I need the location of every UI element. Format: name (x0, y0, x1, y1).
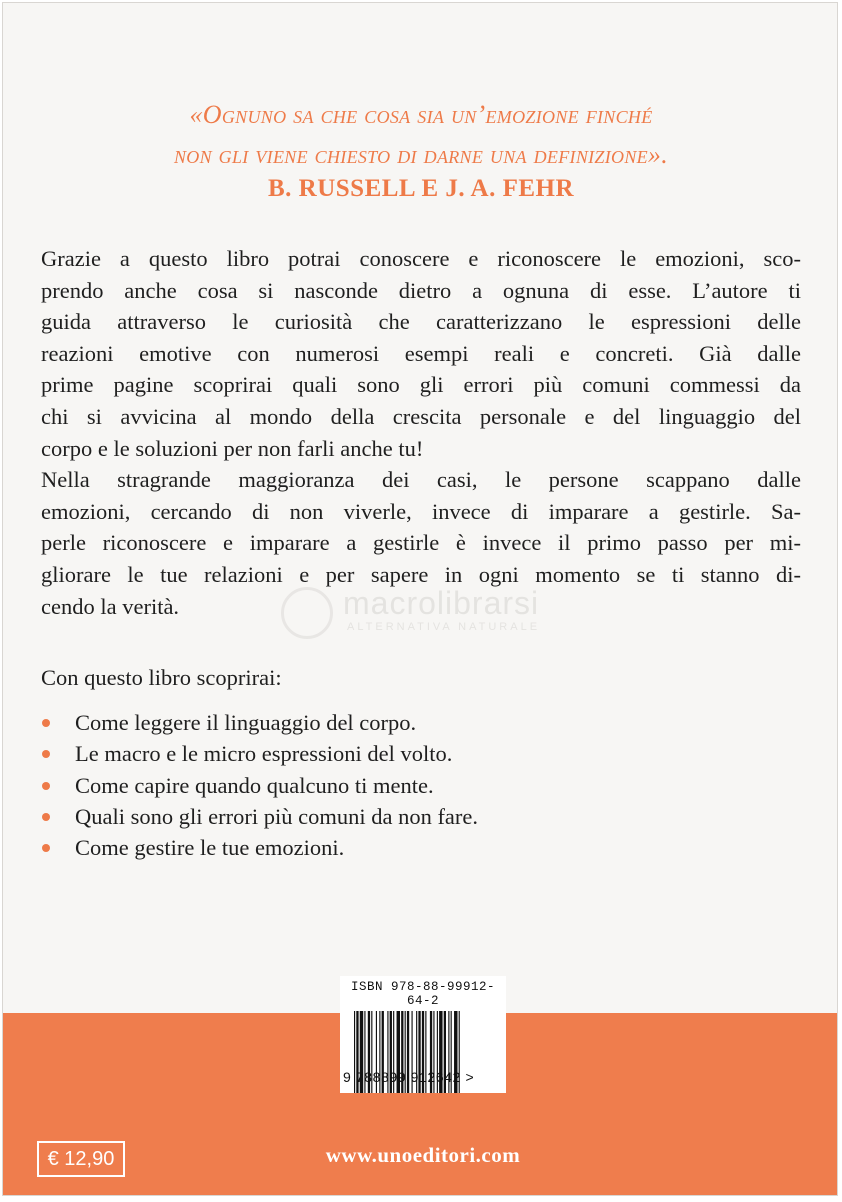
description-line: prendo anche cosa si nasconde dietro a ognuna di esse. L’autore ti (41, 277, 801, 303)
watermark-logo (281, 581, 581, 641)
list-item-text: Quali sono gli errori più comuni da non fare. (75, 803, 479, 829)
bullet-icon (42, 750, 50, 758)
publisher-website: www.unoeditori.com (325, 1143, 521, 1167)
price-tag: € 12,90 (37, 1141, 125, 1177)
feature-list (41, 707, 478, 863)
list-item (41, 770, 478, 801)
list-item-text: Come capire quando qualcuno ti mente. (75, 772, 434, 798)
list-item-text: Le macro e le micro espressioni del volto. (75, 741, 453, 767)
list-item-text: Come gestire le tue emozioni. (75, 835, 345, 861)
bullet-icon (42, 782, 50, 790)
quote-line: «Ognuno sa che cosa sia un’emozione finché (189, 100, 653, 129)
description-line: cendo la verità. (41, 593, 180, 619)
watermark-tagline: ALTERNATIVA NATURALE (347, 621, 541, 633)
bullet-icon (42, 844, 50, 852)
book-description (41, 243, 801, 622)
description-line: perle riconoscere e imparare a gestirle è invece il primo passo per mi- (41, 530, 801, 556)
bullet-icon (42, 813, 50, 821)
quote-line: non gli viene chiesto di darne una definizione». (173, 140, 669, 169)
epigraph-quote (43, 95, 799, 175)
description-line: Grazie a questo libro potrai conoscere e riconoscere le emozioni, sco- (41, 246, 801, 271)
description-line: guida attraverso le curiosità che caratterizzano le espressioni delle (41, 309, 801, 335)
isbn-label: ISBN 978-88-99912-64-2 (350, 980, 496, 1008)
description-line: Nella stragrande maggioranza dei casi, le persone scappano dalle (41, 467, 801, 493)
description-line: prime pagine scoprirai quali sono gli errori più comuni commessi da (41, 372, 801, 398)
watermark-circle-icon (281, 587, 333, 639)
description-line: corpo e le soluzioni per non farli anche tu! (41, 435, 424, 461)
quote-author: B. RUSSELL E J. A. FEHR (267, 175, 575, 202)
list-intro: Con questo libro scoprirai: (41, 665, 282, 690)
watermark-brand: macrolibrarsi (343, 585, 540, 621)
description-line: gliorare le tue relazioni e per sapere in ogni momento se ti stanno di- (41, 561, 801, 587)
list-item (41, 832, 478, 863)
isbn-barcode (340, 976, 506, 1093)
description-line: reazioni emotive con numerosi esempi reali e concreti. Già dalle (41, 340, 801, 366)
list-item-text: Come leggere il linguaggio del corpo. (75, 710, 417, 735)
barcode-digits: 9 788899 912642 > (343, 1069, 475, 1085)
bullet-icon (42, 719, 50, 727)
description-line: chi si avvicina al mondo della crescita personale e del linguaggio del (41, 403, 801, 429)
list-item (41, 707, 478, 738)
list-item (41, 738, 478, 769)
book-back-cover (2, 2, 838, 1196)
list-item (41, 801, 478, 832)
description-line: emozioni, cercando di non viverle, invece di imparare a gestirle. Sa- (41, 498, 801, 524)
